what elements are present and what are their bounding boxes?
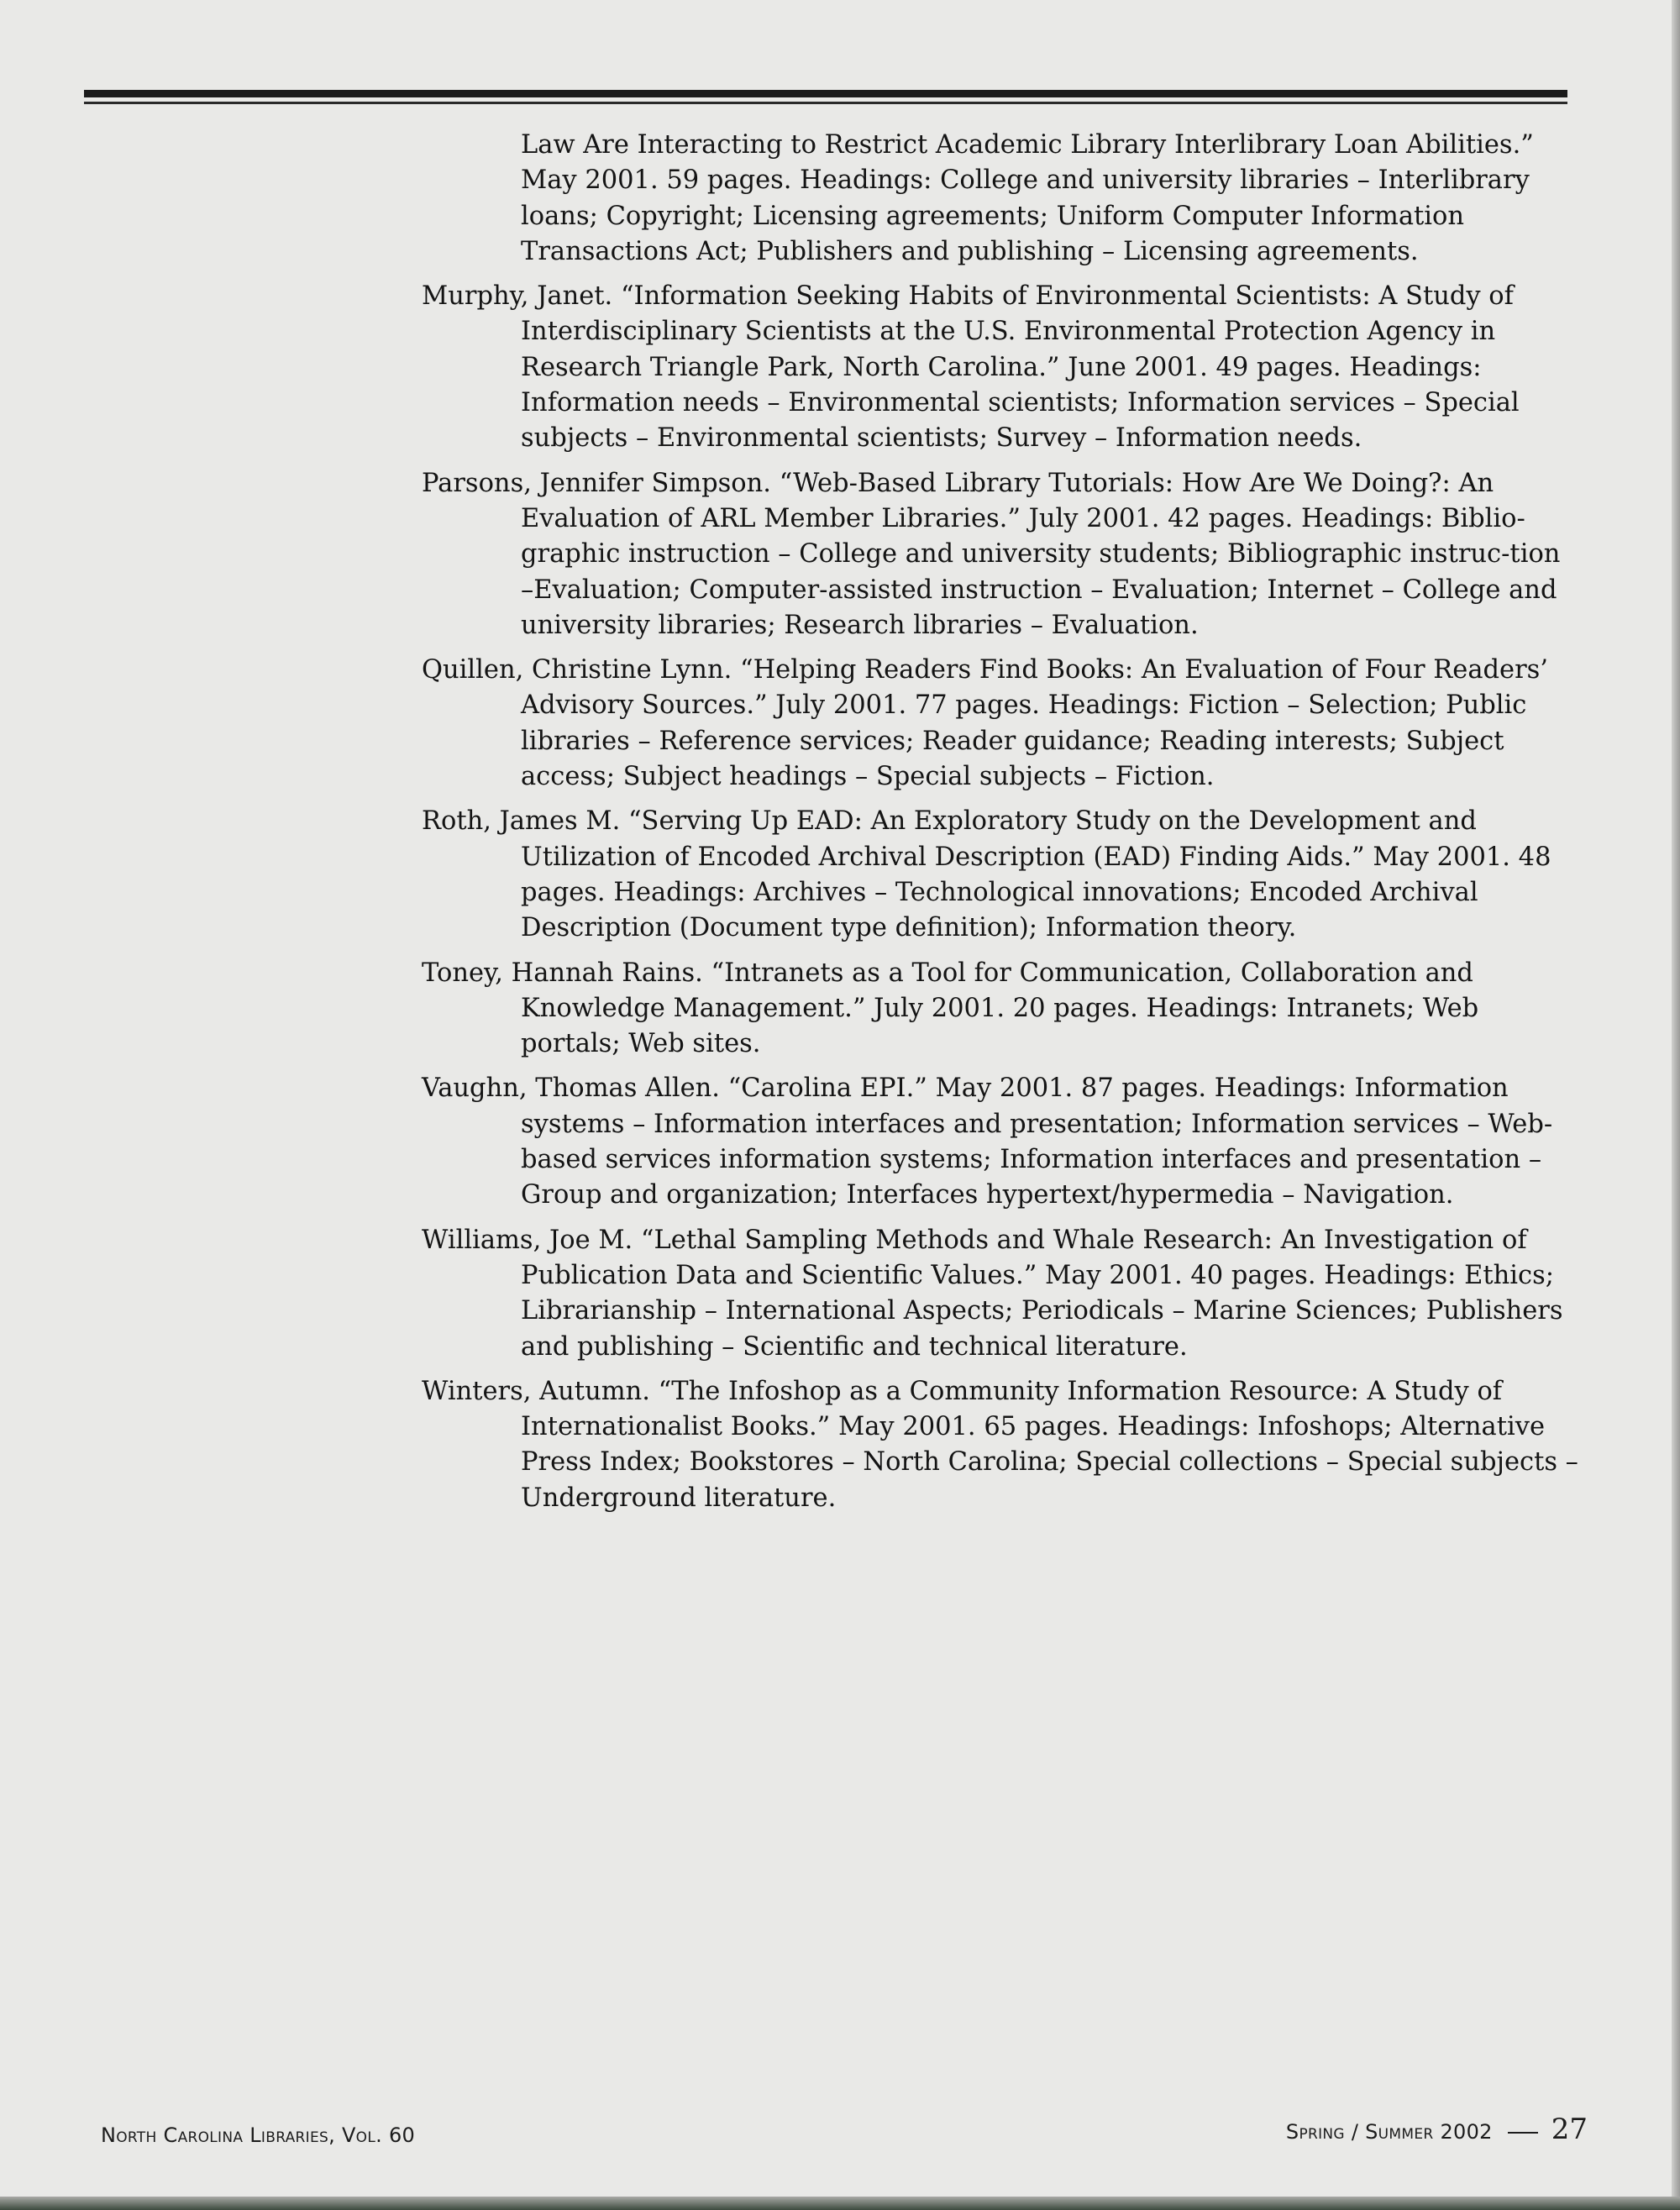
footer-issue [1260, 2113, 1588, 2146]
page-edge-shadow [1672, 0, 1680, 2210]
footer-season: Spring / Summer 2002 [1285, 2120, 1493, 2144]
citation-entry-vaughn: Vaughn, Thomas Allen. “Carolina EPI.” May 2001. 87 pages. Headings: Information systems – Information interfaces and presentation; Information services – Web-based services information systems; Information interfaces and presentation – Group and organization; Interfaces hypertext/hypermedia – Navigation. [422, 1074, 1553, 1210]
citation-entry-toney: Toney, Hannah Rains. “Intranets as a Tool for Communication, Collaboration and Knowledge Management.” July 2001. 20 pages. Headings: Intranets; Web portals; Web sites. [422, 958, 1479, 1059]
footer-dash [1508, 2132, 1538, 2134]
page-number: 27 [1551, 2113, 1588, 2146]
citation-entry-murphy: Murphy, Janet. “Information Seeking Habits of Environmental Scientists: A Study of Interdisciplinary Scientists at the U.S. Environmental Protection Agency in Research Triangle Park, North Carolina.” June 2001. 49 pages. Headings: Information needs – Environmental scientists; Information services – Special subjects – Environmental scientists; Survey – Information needs. [422, 281, 1520, 454]
citation-entry-quillen: Quillen, Christine Lynn. “Helping Readers Find Books: An Evaluation of Four Readers’ Advisory Sources.” July 2001. 77 pages. Headings: Fiction – Selection; Public libraries – Reference services; Reader guidance; Reading interests; Subject access; Subject headings – Special subjects – Fiction. [422, 655, 1549, 792]
citation-entry-parsons: Parsons, Jennifer Simpson. “Web-Based Library Tutorials: How Are We Doing?: An Evaluation of ARL Member Libraries.” July 2001. 42 pages. Headings: Biblio-graphic instruction – College and university students; Bibliographic instruc-tion –Evaluation; Computer-assisted instruction – Evaluation; Internet – College and university libraries; Research libraries – Evaluation. [422, 468, 1561, 640]
page-bottom-edge [0, 2197, 1680, 2210]
thesis-list [422, 128, 1581, 1525]
header-rule-thin [84, 102, 1567, 104]
citation-entry-winters: Winters, Autumn. “The Infoshop as a Community Information Resource: A Study of Internationalist Books.” May 2001. 65 pages. Headings: Infoshops; Alternative Press Index; Bookstores – North Carolina; Special collections – Special subjects – Underground literature. [422, 1376, 1578, 1513]
citation-entry-continued: Law Are Interacting to Restrict Academic Library Interlibrary Loan Abilities.” May 2001. 59 pages. Headings: College and university libraries – Interlibrary loans; Copyright; Licensing agreements; Uniform Computer Information Transactions Act; Publishers and publishing – Licensing agreements. [521, 130, 1534, 266]
header-rule-thick [84, 90, 1567, 97]
citation-entry-williams: Williams, Joe M. “Lethal Sampling Methods and Whale Research: An Investigation of Publication Data and Scientific Values.” May 2001. 40 pages. Headings: Ethics; Librarianship – International Aspects; Periodicals – Marine Sciences; Publishers and publishing – Scientific and technical literature. [422, 1225, 1563, 1362]
citation-entry-roth: Roth, James M. “Serving Up EAD: An Exploratory Study on the Development and Utilization of Encoded Archival Description (EAD) Finding Aids.” May 2001. 48 pages. Headings: Archives – Technological innovations; Encoded Archival Description (Document type definition); Information theory. [422, 806, 1551, 943]
footer-journal-title: North Carolina Libraries, Vol. 60 [101, 2123, 416, 2147]
